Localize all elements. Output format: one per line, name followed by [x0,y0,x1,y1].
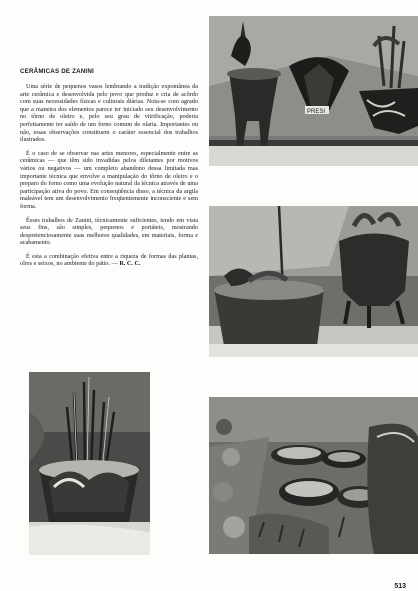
photo-reed-pot [29,372,150,555]
photo-bowls-garden [209,397,418,554]
article-title: CERÂMICAS DE ZANINI [20,68,94,75]
photo-seedling-pots-image [209,206,418,357]
article-paragraph-4: É esta a combinação efetiva entre a riqueza de formas das plantas, olres e seixos, no ambiente do pátio. — R. C. C. [20,252,198,268]
photo-cactus-pots [209,16,418,166]
photo-seedling-pots [209,206,418,357]
photo-reed-pot-image [29,372,150,555]
article-paragraph-2: É o caso de se observar nas artes menores, especialmente entre as cerâmicas — que têm sido invadidas pelos diletantes por motivos vários ou negativos — um completo abandono dessa limitada mas importante técnica que envolve a manipulação do tôrno de oleiro e o preparo do forno como uma evolução natural da técnica através de uma participação ativa do povo. Em conseqüência disso, a técnica da argila maleável tem um desenvolvimento freqüentemente inconsciente e sem forma. [20,149,198,210]
article-paragraph-1: Uma série de pequenos vasos lembrando a tradição expontânea da arte cerâmica e desenvolvida pelo povo que produz e cria de acôrdo com suas necessidades físicas e culturais diárias. Nota-se com agrado que a maneira dos elementos parece ter iniciado seu desenvolvimento no tôrno de oleiro e, pelo seu grau de vitrificação, poderia perfeitamente ter saído de um forno comum de olaria. Importantes ou não, essas observações constituem o caráter essencial dos trabalhos ilustrados. [20,83,198,144]
article-column [20,68,198,274]
photo-bowls-garden-image [209,397,418,554]
photo-cactus-pots-image [209,16,418,166]
page-number: 513 [394,583,406,590]
photo-cactus-pots-sign: PRESI [307,109,326,115]
article-paragraph-3: Êsses trabalhos de Zanini, tècnicamente suficientes, tendo em vista seus fins, são simples, pequenos e portáteis, mostrando despretenciosamente suas melhores qualidades, em materiais, forma e acabamento. [20,216,198,247]
article-paragraph-4-text: É esta a combinação efetiva entre a riqueza de formas das plantas, olres e seixos, no ambiente do pátio. [20,252,198,268]
article-signature: R. C. C. [119,260,141,268]
